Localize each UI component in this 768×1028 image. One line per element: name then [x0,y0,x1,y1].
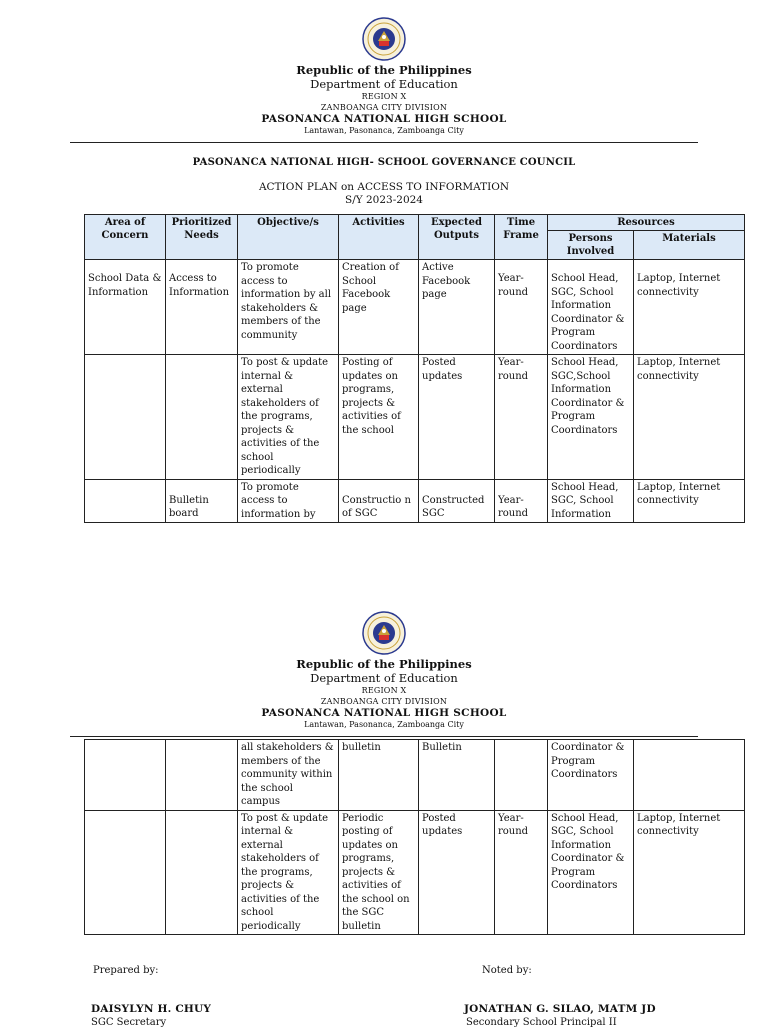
table-row [85,740,745,811]
table-row [85,260,745,355]
cell-activity: Periodic posting of updates on programs, projects & activities of the school on the SGC bulletin [339,810,419,935]
cell-materials [634,740,745,811]
cell-activity: Creation of School Facebook page [339,260,419,355]
plan-title: ACTION PLAN on ACCESS TO INFORMATION [258,181,510,193]
cell-area [85,740,166,811]
table-row [85,355,745,480]
cell-activity [339,479,419,522]
prepared-by-label: Prepared by: [93,965,159,976]
cell-materials: Laptop, Internet connectivity [634,810,745,935]
page-gap [0,528,768,594]
cell-output: Active Facebook page [419,260,495,355]
division-line: ZANBOANGA CITY DIVISION [320,103,448,112]
region-line: REGION X [361,92,407,101]
noted-by-label: Noted by: [482,965,532,976]
letterhead [0,594,768,730]
cell-objective: all stakeholders & members of the community within the school campus [238,740,339,811]
header-rule [70,736,698,737]
cell-objective: To post & update internal & external stakeholders of the programs, projects & activities of the school periodically [238,810,339,935]
school-name: PASONANCA NATIONAL HIGH SCHOOL [261,113,507,125]
col-time-header: Time Frame [495,215,548,260]
cell-objective: To promote access to information by all stakeholders & members of the community [238,260,339,355]
cell-output-text: Constructed SGC [422,494,485,519]
cell-materials: Laptop, Internet connectivity [634,355,745,480]
noted-by-name: JONATHAN G. SILAO, MATM JD [464,1003,656,1015]
cell-persons: School Head, SGC, School Information Coordinator & Program Coordinators [548,810,634,935]
table-row [85,810,745,935]
department-line: Department of Education [310,671,458,685]
cell-activity-text: Constructio n of SGC [342,494,411,519]
school-address: Lantawan, Pasonanca, Zamboanga City [304,720,464,729]
region-line: REGION X [361,686,407,695]
republic-line: Republic of the Philippines [296,63,472,77]
cell-objective [238,479,339,522]
action-plan-table [84,214,745,523]
prepared-by-role: SGC Secretary [91,1017,167,1028]
cell-activity: Posting of updates on programs, projects & activities of the school [339,355,419,480]
cell-needs-text: Bulletin board [169,494,209,519]
cell-time: Year-round [495,260,548,355]
school-address: Lantawan, Pasonanca, Zamboanga City [304,126,464,135]
cell-needs [166,355,238,480]
cell-persons: Coordinator & Program Coordinators [548,740,634,811]
deped-seal-icon [362,17,406,61]
document-page-2 [0,594,768,1028]
cell-needs [166,479,238,522]
cell-time [495,479,548,522]
deped-seal-icon [362,611,406,655]
cell-persons [548,479,634,522]
cell-persons: School Head, SGC, School Information Coordinator & Program Coordinators [548,260,634,355]
cell-time-text: Year-round [498,494,529,519]
school-year: S/Y 2023-2024 [345,194,423,206]
col-resources-header: Resources [548,215,745,231]
cell-area: School Data & Information [85,260,166,355]
cell-area [85,355,166,480]
header-rule [70,142,698,143]
cell-area [85,810,166,935]
col-needs-header: Prioritized Needs [166,215,238,260]
cell-materials [634,479,745,522]
cell-persons: School Head, SGC,School Information Coordinator & Program Coordinators [548,355,634,480]
cell-persons-text: School Head, SGC, School Information [551,481,619,520]
council-title: PASONANCA NATIONAL HIGH- SCHOOL GOVERNANCE COUNCIL [192,157,576,168]
cell-output: Bulletin [419,740,495,811]
col-outputs-header: Expected Outputs [419,215,495,260]
cell-time: Year-round [495,355,548,480]
letterhead [0,0,768,136]
col-materials-header: Materials [634,231,745,260]
table-row [85,479,745,522]
division-line: ZANBOANGA CITY DIVISION [320,697,448,706]
cell-area [85,479,166,522]
cell-objective: To post & update internal & external stakeholders of the programs, projects & activities of the school periodically [238,355,339,480]
cell-time: Year-round [495,810,548,935]
table-header-row [85,215,745,231]
cell-output: Posted updates [419,810,495,935]
prepared-by-name: DAISYLYN H. CHUY [91,1003,212,1015]
col-activities-header: Activities [339,215,419,260]
col-persons-header: Persons Involved [548,231,634,260]
republic-line: Republic of the Philippines [296,657,472,671]
cell-needs: Access to Information [166,260,238,355]
cell-objective-text: To promote access to information by [241,481,316,520]
cell-activity: bulletin [339,740,419,811]
cell-output [419,479,495,522]
noted-by-role: Secondary School Principal II [466,1017,617,1028]
department-line: Department of Education [310,77,458,91]
cell-materials: Laptop, Internet connectivity [634,260,745,355]
cell-needs [166,740,238,811]
cell-needs [166,810,238,935]
col-objectives-header: Objective/s [238,215,339,260]
school-name: PASONANCA NATIONAL HIGH SCHOOL [261,707,507,719]
cell-materials-text: Laptop, Internet connectivity [637,481,721,506]
cell-time [495,740,548,811]
action-plan-table-continued [84,739,745,935]
cell-output: Posted updates [419,355,495,480]
col-area-header: Area of Concern [85,215,166,260]
